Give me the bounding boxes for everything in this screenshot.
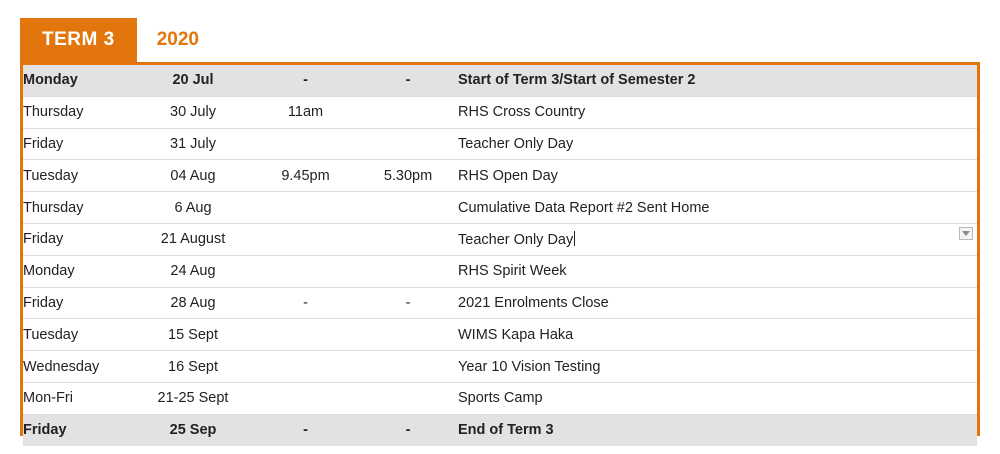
cell-event: [458, 414, 977, 445]
schedule-table-body: [23, 65, 977, 446]
cell-time-start: 9.45pm: [253, 160, 358, 192]
cell-time-end: [358, 96, 458, 128]
chevron-down-icon[interactable]: [959, 227, 973, 240]
event-text: End of Term 3: [458, 422, 554, 439]
cell-time-start: 11am: [253, 96, 358, 128]
table-row: [23, 351, 977, 383]
cell-day: Friday: [23, 128, 133, 160]
cell-date: 30 July: [133, 96, 253, 128]
cell-day: Monday: [23, 65, 133, 96]
table-row: [23, 382, 977, 414]
cell-time-end: [358, 319, 458, 351]
event-text: Cumulative Data Report #2 Sent Home: [458, 199, 710, 216]
cell-date: 25 Sep: [133, 414, 253, 445]
table-row: [23, 255, 977, 287]
cell-time-start: [253, 128, 358, 160]
cell-day: Tuesday: [23, 160, 133, 192]
cell-event: [458, 223, 977, 255]
table-row: [23, 414, 977, 445]
cell-time-end: [358, 351, 458, 383]
cell-time-start: -: [253, 414, 358, 445]
cell-event: [458, 319, 977, 351]
cell-date: 21-25 Sept: [133, 382, 253, 414]
cell-time-end: -: [358, 414, 458, 445]
cell-day: Thursday: [23, 96, 133, 128]
cell-event: [458, 160, 977, 192]
table-row: [23, 65, 977, 96]
cell-day: Tuesday: [23, 319, 133, 351]
term-tab: TERM 3: [20, 18, 137, 62]
cell-time-start: [253, 351, 358, 383]
cell-time-start: [253, 192, 358, 224]
year-label: 2020: [156, 29, 199, 50]
cell-time-start: [253, 255, 358, 287]
cell-day: Friday: [23, 414, 133, 445]
cell-day: Wednesday: [23, 351, 133, 383]
cell-date: 20 Jul: [133, 65, 253, 96]
cell-time-start: -: [253, 65, 358, 96]
calendar-header: [20, 18, 199, 62]
cell-event: [458, 96, 977, 128]
cell-event: [458, 287, 977, 319]
cell-date: 28 Aug: [133, 287, 253, 319]
table-row: [23, 128, 977, 160]
cell-date: 04 Aug: [133, 160, 253, 192]
event-text: WIMS Kapa Haka: [458, 326, 574, 343]
cell-time-end: -: [358, 65, 458, 96]
cell-time-end: -: [358, 287, 458, 319]
event-text: RHS Spirit Week: [458, 263, 567, 280]
cell-time-end: [358, 128, 458, 160]
table-row: [23, 287, 977, 319]
event-text: Year 10 Vision Testing: [458, 358, 601, 375]
cell-time-start: [253, 382, 358, 414]
schedule-table: [23, 65, 977, 446]
cell-day: Mon-Fri: [23, 382, 133, 414]
cell-event: [458, 382, 977, 414]
event-text: Teacher Only Day: [458, 231, 574, 248]
table-row: [23, 192, 977, 224]
table-row: [23, 96, 977, 128]
cell-time-end: [358, 192, 458, 224]
cell-event: [458, 65, 977, 96]
cell-event: [458, 351, 977, 383]
cell-event: [458, 128, 977, 160]
cell-time-end: [358, 255, 458, 287]
text-cursor: [574, 231, 575, 246]
cell-date: 24 Aug: [133, 255, 253, 287]
event-text: Teacher Only Day: [458, 135, 574, 152]
event-text: RHS Cross Country: [458, 104, 586, 121]
schedule-table-container: [20, 62, 980, 439]
cell-time-end: 5.30pm: [358, 160, 458, 192]
table-row: [23, 319, 977, 351]
cell-day: Friday: [23, 287, 133, 319]
cell-date: 31 July: [133, 128, 253, 160]
cell-time-end: [358, 223, 458, 255]
cell-date: 21 August: [133, 223, 253, 255]
event-text: Sports Camp: [458, 390, 543, 407]
cell-day: Thursday: [23, 192, 133, 224]
cell-date: 16 Sept: [133, 351, 253, 383]
cell-time-start: [253, 223, 358, 255]
event-text: 2021 Enrolments Close: [458, 294, 609, 311]
cell-event: [458, 192, 977, 224]
cell-time-start: -: [253, 287, 358, 319]
cell-time-end: [358, 382, 458, 414]
cell-event: [458, 255, 977, 287]
cell-day: Monday: [23, 255, 133, 287]
table-row: [23, 223, 977, 255]
cell-time-start: [253, 319, 358, 351]
table-row: [23, 160, 977, 192]
event-text: RHS Open Day: [458, 167, 558, 184]
cell-date: 6 Aug: [133, 192, 253, 224]
event-text: Start of Term 3/Start of Semester 2: [458, 72, 696, 89]
cell-day: Friday: [23, 223, 133, 255]
cell-date: 15 Sept: [133, 319, 253, 351]
